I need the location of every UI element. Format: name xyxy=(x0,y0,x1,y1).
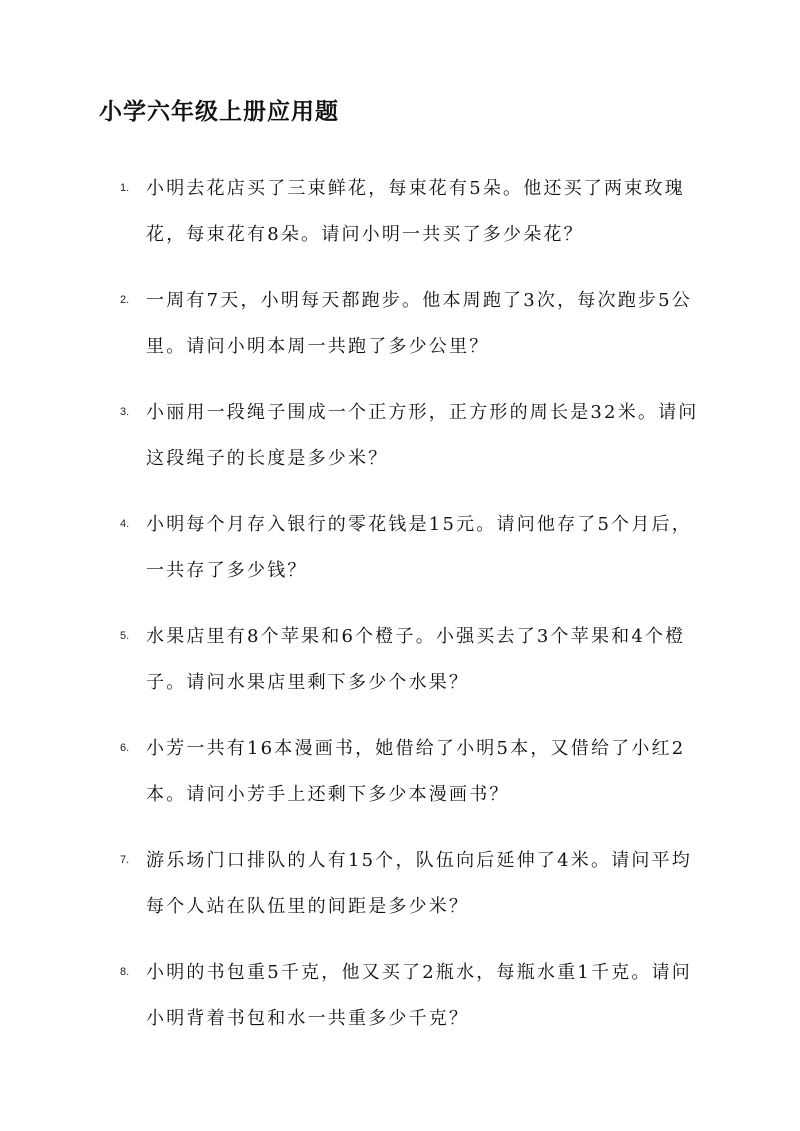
question-text: 一周有7天，小明每天都跑步。他本周跑了3次，每次跑步5公里。请问小明本周一共跑了多少公里？ xyxy=(146,290,692,357)
question-number: 3. xyxy=(120,406,130,418)
page-title: 小学六年级上册应用题 xyxy=(99,98,339,125)
question-item xyxy=(0,166,800,278)
question-number: 7. xyxy=(120,854,130,866)
question-text: 小丽用一段绳子围成一个正方形，正方形的周长是32米。请问这段绳子的长度是多少米？ xyxy=(146,402,699,469)
question-item xyxy=(0,614,800,726)
question-number: 6. xyxy=(120,742,130,754)
question-number: 4. xyxy=(120,518,130,530)
question-item xyxy=(0,502,800,614)
question-number: 2. xyxy=(120,294,130,306)
question-text: 小明去花店买了三束鲜花，每束花有5朵。他还买了两束玫瑰花，每束花有8朵。请问小明一共买了多少朵花？ xyxy=(146,178,685,245)
question-number: 1. xyxy=(120,182,130,194)
question-text: 水果店里有8个苹果和6个橙子。小强买去了3个苹果和4个橙子。请问水果店里剩下多少个水果？ xyxy=(146,626,686,693)
question-number: 8. xyxy=(120,966,130,978)
question-text: 游乐场门口排队的人有15个，队伍向后延伸了4米。请问平均每个人站在队伍里的间距是多少米？ xyxy=(146,850,692,917)
question-text: 小芳一共有16本漫画书，她借给了小明5本，又借给了小红2本。请问小芳手上还剩下多少本漫画书？ xyxy=(146,738,686,805)
question-item xyxy=(0,838,800,950)
question-number: 5. xyxy=(120,630,130,642)
question-list xyxy=(0,166,800,1062)
question-text: 小明的书包重5千克，他又买了2瓶水，每瓶水重1千克。请问小明背着书包和水一共重多少千克？ xyxy=(146,962,692,1029)
question-item xyxy=(0,278,800,390)
question-text: 小明每个月存入银行的零花钱是15元。请问他存了5个月后，一共存了多少钱？ xyxy=(146,514,692,581)
question-item xyxy=(0,390,800,502)
question-item xyxy=(0,726,800,838)
question-item xyxy=(0,950,800,1062)
